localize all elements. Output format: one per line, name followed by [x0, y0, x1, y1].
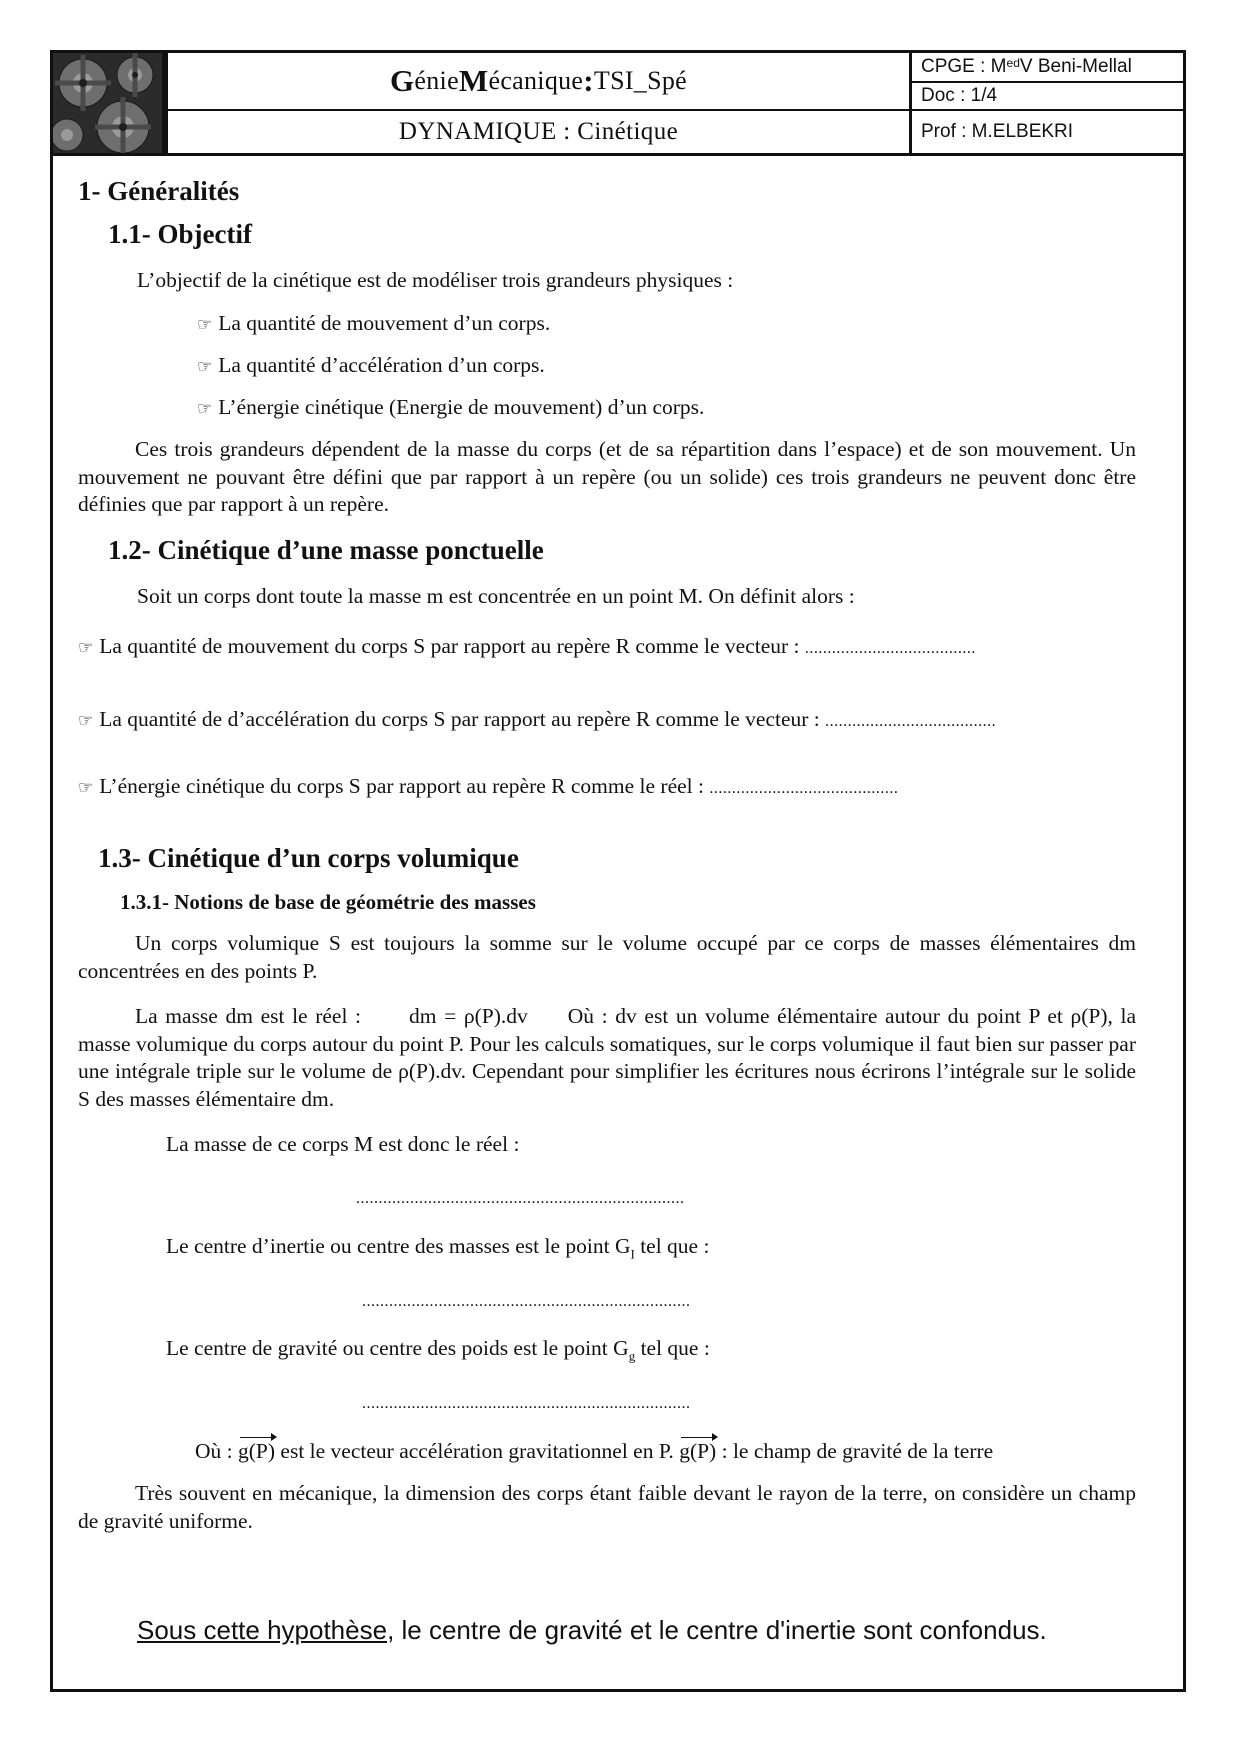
objectif-intro: L’objectif de la cinétique est de modéliser trois grandeurs physiques :	[137, 268, 734, 292]
masse-dm-paragraph	[78, 1003, 1136, 1113]
section-title-masse-ponctuelle: 1.2- Cinétique d’une masse ponctuelle	[108, 535, 544, 565]
answer-blank: .........................................................................	[362, 1293, 691, 1310]
answer-blank: ..........................................	[709, 780, 899, 797]
pointing-hand-icon: ☞	[197, 315, 213, 334]
section-title-corps-volumique: 1.3- Cinétique d’un corps volumique	[98, 843, 519, 873]
paragraph-text: Très souvent en mécanique, la dimension des corps étant faible devant le rayon de la terre, on considère un champ de gravité uniforme.	[78, 1481, 1136, 1533]
definition-text: La quantité de mouvement du corps S par rapport au repère R comme le vecteur :	[99, 634, 800, 658]
title-part: TSI_Spé	[593, 66, 688, 95]
definition-item	[78, 634, 976, 659]
paragraph-text: Ces trois grandeurs dépendent de la masse du corps (et de sa répartition dans l’espace) et de son mouvement. Un mouvement ne pouvant être défini que par rapport à un repère (ou un solide) ces trois grandeurs ne peuvent donc être définies que par rapport à un repère.	[78, 437, 1136, 516]
subscript: g	[628, 1348, 636, 1364]
answer-blank: ......................................	[825, 713, 997, 730]
title-part: énie	[414, 66, 459, 95]
prof-name: Prof : M.ELBEKRI	[921, 121, 1074, 142]
gears-icon	[53, 53, 165, 153]
list-item-text: La quantité de mouvement d’un corps.	[218, 311, 551, 335]
title-initial-m: M	[458, 63, 489, 98]
list-item	[197, 311, 550, 336]
pointing-hand-icon: ☞	[78, 638, 94, 657]
gravity-definition	[195, 1439, 993, 1464]
conclusion-statement	[137, 1615, 1047, 1646]
title-part: écanique	[488, 66, 584, 95]
doc-number: Doc : 1/4	[912, 83, 1183, 111]
section-title-objectif: 1.1- Objectif	[108, 219, 252, 249]
paragraph-text: Un corps volumique S est toujours la somme sur le volume occupé par ce corps de masses élémentaires dm concentrées en des points P.	[78, 931, 1136, 983]
ponctuelle-intro: Soit un corps dont toute la masse m est concentrée en un point M. On définit alors :	[137, 584, 855, 608]
line-text: Le centre de gravité ou centre des poids est le point G	[166, 1336, 629, 1360]
school-prefix: CPGE : M	[921, 56, 1007, 77]
list-item	[197, 395, 704, 420]
school-sup: ed	[1006, 56, 1020, 70]
pointing-hand-icon: ☞	[78, 778, 94, 797]
definition-item	[78, 707, 996, 732]
mass-line: La masse de ce corps M est donc le réel :	[166, 1132, 520, 1156]
conclusion-text: , le centre de gravité et le centre d'inertie sont confondus.	[387, 1615, 1047, 1645]
subsection-title-geometrie: 1.3.1- Notions de base de géométrie des masses	[120, 890, 536, 914]
line-text: tel que :	[634, 1234, 710, 1258]
definition-text: L’énergie cinétique du corps S par rapport au repère R comme le réel :	[99, 774, 705, 798]
document-subtitle: DYNAMIQUE : Cinétique	[165, 111, 909, 153]
title-area	[165, 53, 912, 153]
list-item-text: La quantité d’accélération d’un corps.	[218, 353, 545, 377]
vector-g: g(P)	[238, 1439, 276, 1463]
line-text: est le vecteur accélération gravitationnel en P.	[275, 1439, 680, 1463]
answer-blank: .........................................................................	[362, 1395, 691, 1412]
volumique-paragraph	[78, 930, 1136, 985]
inertia-line	[166, 1234, 709, 1262]
section-title-generalites: 1- Généralités	[78, 176, 240, 206]
title-colon: :	[583, 63, 594, 98]
definition-text: La quantité de d’accélération du corps S par rapport au repère R comme le vecteur :	[99, 707, 820, 731]
document-header	[53, 53, 1183, 156]
subscript: I	[630, 1246, 635, 1262]
line-text: tel que :	[635, 1336, 710, 1360]
pointing-hand-icon: ☞	[78, 711, 94, 730]
course-title	[165, 53, 909, 111]
line-text: : le champ de gravité de la terre	[716, 1439, 994, 1463]
conclusion-underlined: Sous cette hypothèse	[137, 1615, 388, 1645]
line-text: Le centre d’inertie ou centre des masses est le point G	[166, 1234, 631, 1258]
answer-blank: ......................................	[804, 640, 976, 657]
uniform-field-paragraph	[78, 1480, 1136, 1535]
paragraph-text: Où : dv est un volume élémentaire autour du point P et ρ(P), la masse volumique du corps autour du point P. Pour les calculs somatiques, sur le corps volumique il faut bien sur passer par une intégrale triple sur le volume de ρ(P).dv. Cependant pour simplifier les écritures nous écrirons l’intégrale sur le solide S des masses élémentaire dm.	[78, 1004, 1136, 1111]
gravity-line	[166, 1336, 710, 1364]
pointing-hand-icon: ☞	[197, 399, 213, 418]
objectif-paragraph	[78, 436, 1136, 519]
vector-g: g(P)	[679, 1439, 717, 1463]
list-item-text: L’énergie cinétique (Energie de mouvement) d’un corps.	[218, 395, 705, 419]
school-suffix: V Beni-Mellal	[1019, 56, 1132, 77]
info-box	[912, 53, 1183, 153]
line-text: Où :	[195, 1439, 238, 1463]
school-label	[912, 53, 1183, 83]
title-initial-g: G	[389, 63, 415, 98]
definition-item	[78, 774, 898, 799]
pointing-hand-icon: ☞	[197, 357, 213, 376]
list-item	[197, 353, 545, 378]
formula-dm: dm = ρ(P).dv	[409, 1004, 528, 1028]
answer-blank: .........................................................................	[356, 1190, 685, 1207]
paragraph-text: La masse dm est le réel :	[135, 1004, 362, 1028]
